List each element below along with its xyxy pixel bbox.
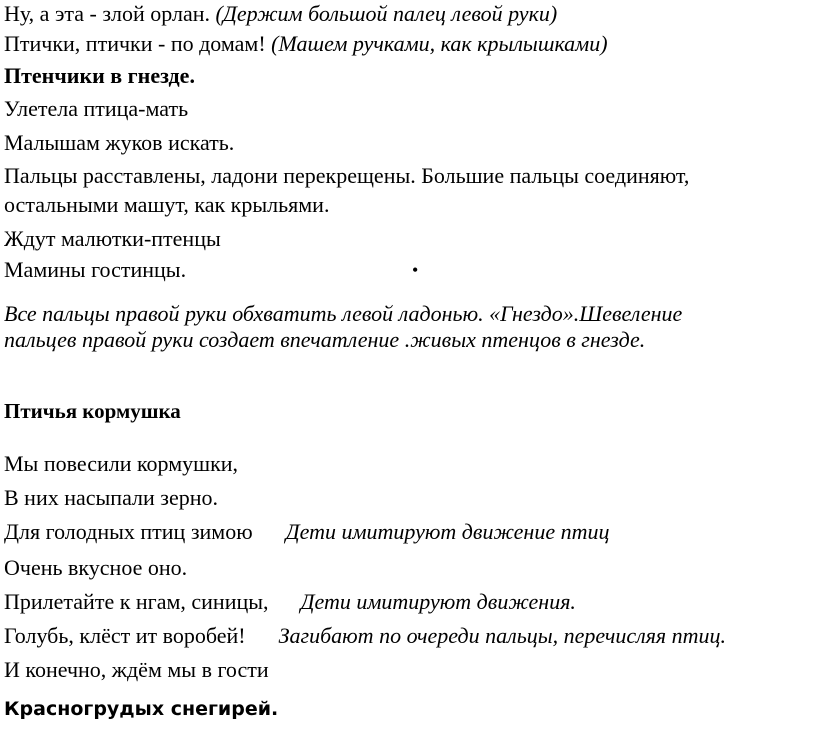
intro-line-2 [4,30,608,58]
note-line: пальцев правой руки создает впечатление .живых птенцов в гнезде. [4,327,646,352]
intro-line-2-note: (Машем ручками, как крылышками) [271,31,608,56]
verse-line-last: Красногрудых снегирей. [4,698,279,720]
verse-line: Мы повесили кормушки, [4,451,239,476]
verse-line: И конечно, ждём мы в гости [4,657,269,682]
intro-line-1-note: (Держим большой палец левой руки) [215,1,558,26]
verse-text: Для голодных птиц зимою [4,519,253,544]
intro-line-1 [4,0,557,28]
section-title-nestlings: Птенчики в гнезде. [4,63,195,88]
verse-line: Мамины гостинцы. [4,257,187,282]
verse-line: В них насыпали зерно. [4,485,219,510]
intro-line-2-text: Птички, птички - по домам! [4,31,266,56]
verse-note: Загибают по очереди пальцы, перечисляя птиц. [278,623,727,648]
verse-text: Голубь, клёст ит воробей! [4,623,246,648]
verse-line: Ждут малютки-птенцы [4,226,221,251]
verse-line: Малышам жуков искать. [4,130,235,155]
verse-text: Прилетайте к нгам, синицы, [4,589,269,614]
verse-line [4,588,576,616]
verse-note: Дети имитируют движения. [300,589,576,614]
verse-line: Очень вкусное оно. [4,555,188,580]
section-title-feeder: Птичья кормушка [4,399,181,423]
instruction-line: Пальцы расставлены, ладони перекрещены. Большие пальцы соединяют, [4,163,690,188]
instruction-line: остальными машут, как крыльями. [4,192,330,217]
bullet-point: • [412,260,419,280]
verse-line: Улетела птица-мать [4,96,189,121]
verse-line [4,518,610,546]
verse-line [4,622,726,650]
note-line: Все пальцы правой руки обхватить левой ладонью. «Гнездо».Шевеление [4,301,683,326]
verse-note: Дети имитируют движение птиц [285,519,610,544]
intro-line-1-text: Ну, а эта - злой орлан. [4,1,211,26]
